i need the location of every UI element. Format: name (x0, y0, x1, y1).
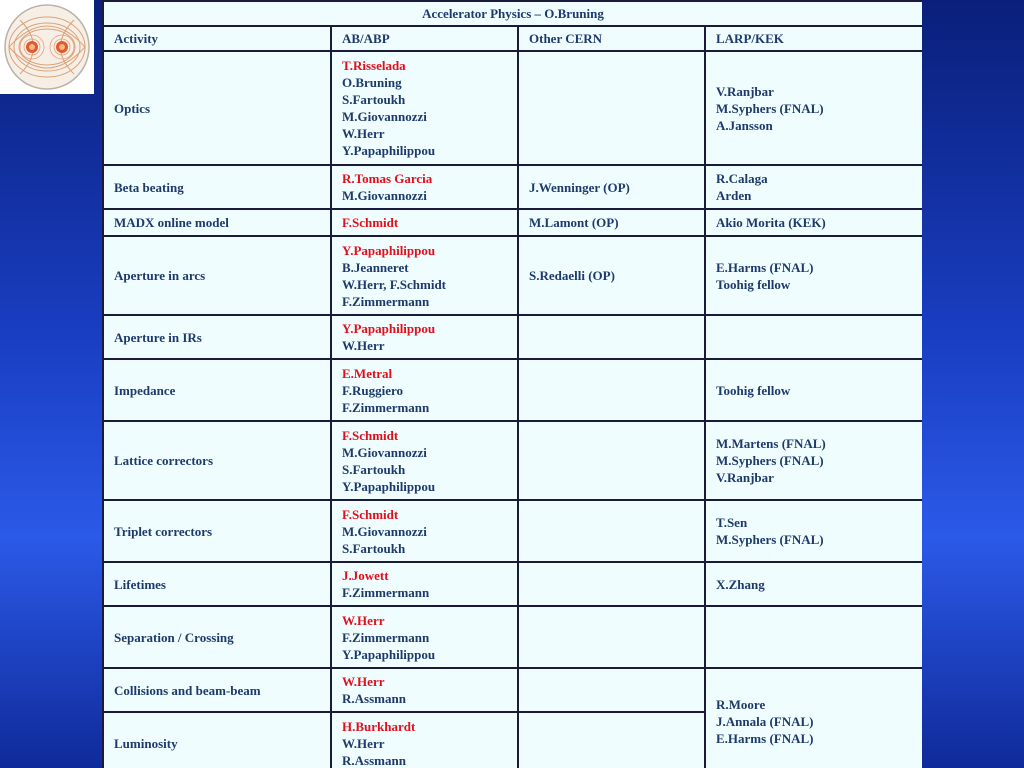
other-cern-cell (518, 315, 705, 359)
larp-cell (705, 500, 922, 562)
member-name: S.Fartoukh (342, 461, 406, 477)
member-name: V.Ranjbar (716, 470, 774, 485)
member-name: R.Assmann (342, 752, 406, 768)
activity-cell: Lifetimes (103, 562, 331, 606)
other-cern-cell (518, 359, 705, 421)
member-name: Y.Papaphilippou (342, 143, 436, 158)
activity-cell: Collisions and beam-beam (103, 668, 331, 712)
member-name: O.Bruning (342, 75, 402, 90)
member-name: E.Harms (FNAL) (716, 730, 814, 746)
table-title: Accelerator Physics – O.Bruning (103, 1, 922, 26)
abp-cell (331, 712, 518, 768)
other-cern-cell (518, 51, 705, 165)
abp-cell (331, 315, 518, 359)
activity-cell: Triplet correctors (103, 500, 331, 562)
activity-cell: Lattice correctors (103, 421, 331, 500)
member-name: A.Jansson (716, 117, 773, 133)
activity-cell: Beta beating (103, 165, 331, 209)
other-cern-cell (518, 712, 705, 768)
member-name: F.Ruggiero (342, 382, 404, 398)
lead-name: H.Burkhardt (342, 718, 416, 734)
member-name: V.Ranjbar (716, 83, 774, 99)
member-name: Toohig fellow (716, 382, 791, 398)
table-row (103, 500, 922, 562)
member-name: E.Harms (FNAL) (716, 259, 814, 275)
abp-cell (331, 562, 518, 606)
lead-name: Y.Papaphilippou (342, 321, 436, 336)
member-name: R.Moore (716, 696, 766, 712)
member-name: S.Fartoukh (342, 92, 406, 107)
table-row (103, 51, 922, 165)
abp-cell (331, 500, 518, 562)
activity-cell: Aperture in arcs (103, 236, 331, 315)
other-cern-cell (518, 606, 705, 668)
table-row (103, 165, 922, 209)
lead-name: R.Tomas Garcia (342, 171, 433, 186)
larp-cell (705, 562, 922, 606)
other-cern-cell (518, 421, 705, 500)
member-name: Y.Papaphilippou (342, 478, 436, 494)
member-name: W.Herr (342, 735, 385, 751)
abp-cell (331, 51, 518, 165)
member-name: F.Zimmermann (342, 585, 430, 600)
member-name: B.Jeanneret (342, 259, 409, 275)
abp-cell (331, 209, 518, 236)
member-name: T.Sen (716, 515, 748, 530)
lead-name: J.Jowett (342, 568, 389, 583)
table-row (103, 668, 922, 712)
larp-cell (705, 236, 922, 315)
larp-cell (705, 51, 922, 165)
responsibility-table-container (102, 0, 922, 768)
member-name: M.Giovannozzi (342, 109, 427, 124)
member-name: M.Syphers (FNAL) (716, 453, 824, 468)
member-name: Y.Papaphilippou (342, 646, 436, 662)
abp-cell (331, 236, 518, 315)
other-cern-cell (518, 562, 705, 606)
member-name: Toohig fellow (716, 276, 791, 292)
member-name: F.Zimmermann (342, 399, 430, 415)
larp-cell (705, 315, 922, 359)
lead-name: T.Risselada (342, 58, 406, 73)
member-name: W.Herr (342, 126, 385, 141)
member-name: W.Herr (342, 338, 385, 353)
member-name: M.Giovannozzi (342, 444, 427, 460)
lead-name: W.Herr (342, 674, 385, 689)
table-row (103, 606, 922, 668)
member-name: Akio Morita (KEK) (716, 215, 826, 230)
lead-name: E.Metral (342, 365, 393, 381)
abp-cell (331, 606, 518, 668)
member-name: J.Annala (FNAL) (716, 713, 814, 729)
lead-name: Y.Papaphilippou (342, 242, 436, 258)
table-row (103, 209, 922, 236)
table-row (103, 236, 922, 315)
other-cern-cell (518, 668, 705, 712)
lead-name: F.Schmidt (342, 427, 399, 443)
larp-cell (705, 359, 922, 421)
larp-cell (705, 209, 922, 236)
member-name: Arden (716, 188, 752, 203)
member-name: M.Syphers (FNAL) (716, 532, 824, 547)
lead-name: F.Schmidt (342, 215, 399, 230)
logo (0, 0, 94, 94)
other-cern-cell: J.Wenninger (OP) (518, 165, 705, 209)
larp-cell (705, 668, 922, 768)
larp-cell (705, 165, 922, 209)
activity-cell: Optics (103, 51, 331, 165)
member-name: M.Giovannozzi (342, 523, 427, 539)
table-row (103, 359, 922, 421)
member-name: M.Martens (FNAL) (716, 436, 826, 451)
other-cern-cell (518, 500, 705, 562)
table-row (103, 315, 922, 359)
member-name: F.Zimmermann (342, 293, 430, 309)
member-name: M.Syphers (FNAL) (716, 100, 824, 116)
abp-cell (331, 421, 518, 500)
header-larp-kek: LARP/KEK (705, 26, 922, 51)
activity-cell: Impedance (103, 359, 331, 421)
activity-cell: Luminosity (103, 712, 331, 768)
header-other-cern: Other CERN (518, 26, 705, 51)
member-name: R.Calaga (716, 171, 768, 186)
other-cern-cell: M.Lamont (OP) (518, 209, 705, 236)
table-row (103, 421, 922, 500)
larp-cell (705, 421, 922, 500)
other-cern-cell: S.Redaelli (OP) (518, 236, 705, 315)
header-activity: Activity (103, 26, 331, 51)
member-name: R.Assmann (342, 691, 406, 706)
header-ab-abp: AB/ABP (331, 26, 518, 51)
member-name: M.Giovannozzi (342, 188, 427, 203)
member-name: F.Zimmermann (342, 629, 430, 645)
activity-cell: MADX online model (103, 209, 331, 236)
abp-cell (331, 668, 518, 712)
lead-name: W.Herr (342, 612, 385, 628)
abp-cell (331, 165, 518, 209)
responsibility-table (102, 0, 922, 768)
member-name: X.Zhang (716, 576, 765, 592)
table-row (103, 562, 922, 606)
lhc-magnet-field-icon (0, 0, 94, 94)
abp-cell (331, 359, 518, 421)
activity-cell: Aperture in IRs (103, 315, 331, 359)
larp-cell (705, 606, 922, 668)
member-name: W.Herr, F.Schmidt (342, 276, 447, 292)
lead-name: F.Schmidt (342, 506, 399, 522)
member-name: S.Fartoukh (342, 540, 406, 556)
activity-cell: Separation / Crossing (103, 606, 331, 668)
